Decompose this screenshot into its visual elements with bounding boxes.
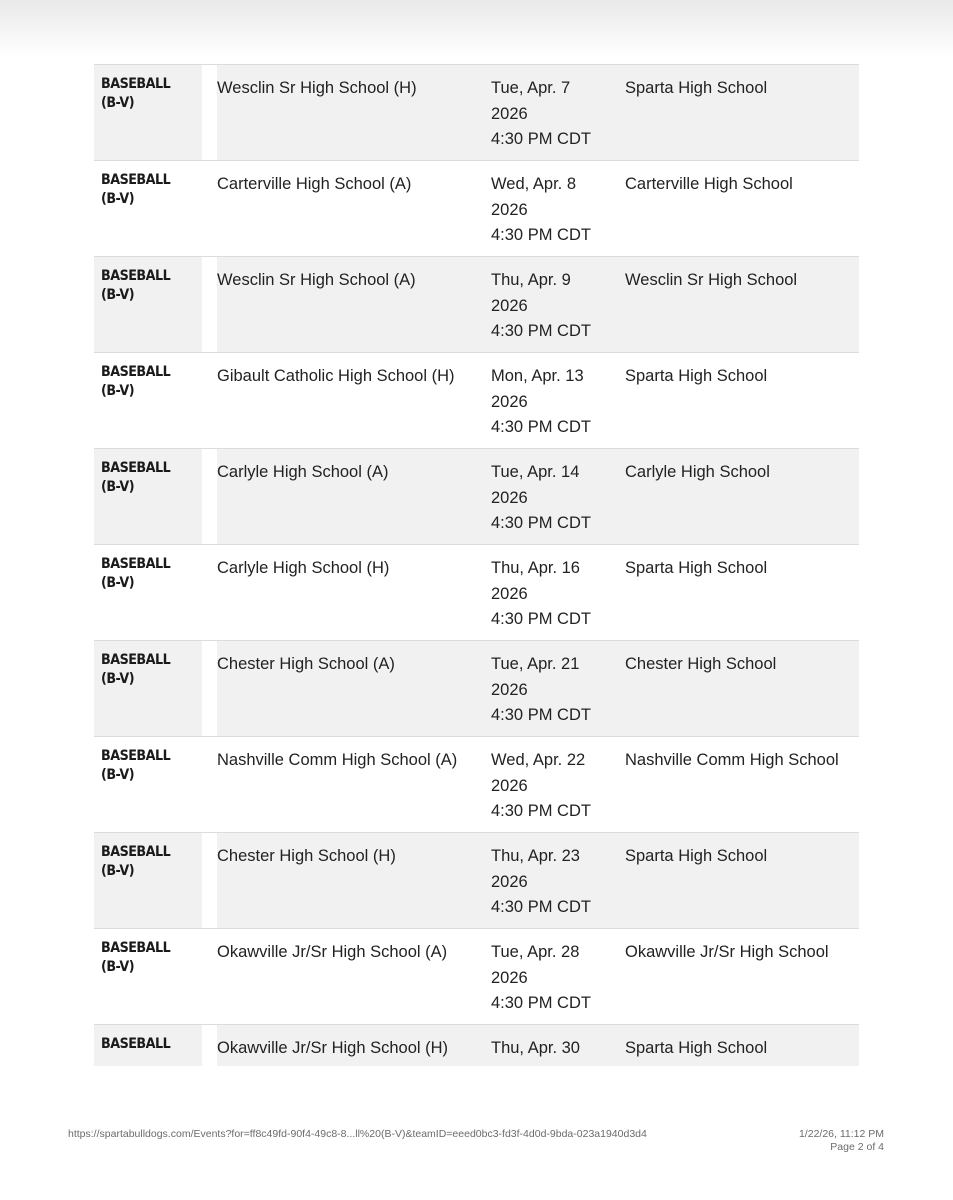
table-row xyxy=(94,929,859,1025)
events-table-body xyxy=(94,65,859,1066)
sport-label: (B-V) xyxy=(101,575,135,591)
event-year: 2026 xyxy=(491,680,528,699)
sport-cell xyxy=(94,449,202,545)
location-cell: Sparta High School xyxy=(625,545,859,641)
sport-label: (B-V) xyxy=(101,95,135,111)
sport-cell xyxy=(94,929,202,1025)
opponent-cell: Okawville Jr/Sr High School (A) xyxy=(217,929,491,1025)
event-year: 2026 xyxy=(491,104,528,123)
date-cell xyxy=(491,161,625,257)
event-day: Tue, Apr. 7 xyxy=(491,79,571,97)
sport-label: BASEBALL xyxy=(101,556,171,572)
event-year: 2026 xyxy=(491,584,528,603)
date-cell xyxy=(491,353,625,449)
table-row xyxy=(94,833,859,929)
location-cell: Sparta High School xyxy=(625,1025,859,1066)
event-time: 4:30 PM CDT xyxy=(491,322,591,340)
event-year: 2026 xyxy=(491,872,528,891)
table-row xyxy=(94,449,859,545)
sport-label: BASEBALL xyxy=(101,364,171,380)
sport-label: BASEBALL xyxy=(101,748,171,764)
event-year: 2026 xyxy=(491,392,528,411)
location-cell: Sparta High School xyxy=(625,353,859,449)
location-cell: Chester High School xyxy=(625,641,859,737)
location-cell: Okawville Jr/Sr High School xyxy=(625,929,859,1025)
table-row xyxy=(94,65,859,161)
date-cell xyxy=(491,641,625,737)
sport-label: BASEBALL xyxy=(101,268,171,284)
sport-label: (B-V) xyxy=(101,959,135,975)
sport-label: (B-V) xyxy=(101,383,135,399)
event-day: Wed, Apr. 22 xyxy=(491,751,586,769)
sport-label: BASEBALL xyxy=(101,76,171,92)
footer-timestamp: 1/22/26, 11:12 PM xyxy=(798,1128,884,1140)
location-cell: Carterville High School xyxy=(625,161,859,257)
event-day: Mon, Apr. 13 xyxy=(491,367,584,385)
sport-label: (B-V) xyxy=(101,863,135,879)
location-cell: Sparta High School xyxy=(625,833,859,929)
sport-label: BASEBALL xyxy=(101,460,171,476)
opponent-cell: Wesclin Sr High School (H) xyxy=(217,65,491,161)
event-time: 4:30 PM CDT xyxy=(491,514,591,532)
sport-label: BASEBALL xyxy=(101,172,171,188)
event-time: 4:30 PM CDT xyxy=(491,898,591,916)
opponent-cell: Chester High School (H) xyxy=(217,833,491,929)
sport-cell xyxy=(94,1025,202,1066)
date-cell xyxy=(491,929,625,1025)
sport-label: BASEBALL xyxy=(101,652,171,668)
sport-cell xyxy=(94,65,202,161)
opponent-cell: Carterville High School (A) xyxy=(217,161,491,257)
event-time: 4:30 PM CDT xyxy=(491,418,591,436)
events-table xyxy=(94,64,859,1066)
event-time: 4:30 PM CDT xyxy=(491,706,591,724)
page-top-shadow xyxy=(0,0,953,58)
event-day: Tue, Apr. 28 xyxy=(491,943,580,961)
date-cell xyxy=(491,833,625,929)
event-year: 2026 xyxy=(491,776,528,795)
sport-label: (B-V) xyxy=(101,479,135,495)
opponent-cell: Okawville Jr/Sr High School (H) xyxy=(217,1025,491,1066)
sport-label: BASEBALL xyxy=(101,1036,171,1052)
sport-cell xyxy=(94,641,202,737)
event-day: Thu, Apr. 23 xyxy=(491,847,580,865)
sport-cell xyxy=(94,833,202,929)
opponent-cell: Wesclin Sr High School (A) xyxy=(217,257,491,353)
opponent-cell: Chester High School (A) xyxy=(217,641,491,737)
sport-cell xyxy=(94,161,202,257)
event-day: Thu, Apr. 9 xyxy=(491,271,571,289)
sport-cell xyxy=(94,737,202,833)
sport-label: (B-V) xyxy=(101,767,135,783)
date-cell xyxy=(491,737,625,833)
opponent-cell: Nashville Comm High School (A) xyxy=(217,737,491,833)
event-day: Tue, Apr. 21 xyxy=(491,655,580,673)
event-day: Wed, Apr. 8 xyxy=(491,175,576,193)
sport-label: BASEBALL xyxy=(101,940,171,956)
sport-label: BASEBALL xyxy=(101,844,171,860)
event-year: 2026 xyxy=(491,968,528,987)
footer-page-number: Page 2 of 4 xyxy=(830,1141,884,1153)
table-row xyxy=(94,161,859,257)
sport-cell xyxy=(94,257,202,353)
table-row xyxy=(94,257,859,353)
event-year: 2026 xyxy=(491,488,528,507)
event-time: 4:30 PM CDT xyxy=(491,994,591,1012)
location-cell: Carlyle High School xyxy=(625,449,859,545)
date-cell xyxy=(491,1025,625,1066)
footer-url: https://spartabulldogs.com/Events?for=ff8c49fd-90f4-49c8-8...ll%20(B-V)&teamID=eeed0bc3-fd3f-4d0d-9bda-023a1940d3d4 xyxy=(68,1128,647,1140)
date-cell xyxy=(491,257,625,353)
sport-label: (B-V) xyxy=(101,671,135,687)
sport-cell xyxy=(94,545,202,641)
table-row xyxy=(94,737,859,833)
location-cell: Sparta High School xyxy=(625,65,859,161)
date-cell xyxy=(491,65,625,161)
event-year: 2026 xyxy=(491,296,528,315)
sport-label: (B-V) xyxy=(101,287,135,303)
sport-label: (B-V) xyxy=(101,191,135,207)
event-day: Tue, Apr. 14 xyxy=(491,463,580,481)
event-time: 4:30 PM CDT xyxy=(491,226,591,244)
event-time: 4:30 PM CDT xyxy=(491,130,591,148)
event-day: Thu, Apr. 16 xyxy=(491,559,580,577)
opponent-cell: Carlyle High School (H) xyxy=(217,545,491,641)
location-cell: Wesclin Sr High School xyxy=(625,257,859,353)
event-time: 4:30 PM CDT xyxy=(491,610,591,628)
event-time: 4:30 PM CDT xyxy=(491,802,591,820)
date-cell xyxy=(491,545,625,641)
footer-meta xyxy=(799,1128,884,1154)
table-row xyxy=(94,545,859,641)
table-row xyxy=(94,641,859,737)
opponent-cell: Gibault Catholic High School (H) xyxy=(217,353,491,449)
event-year: 2026 xyxy=(491,200,528,219)
opponent-cell: Carlyle High School (A) xyxy=(217,449,491,545)
date-cell xyxy=(491,449,625,545)
sport-cell xyxy=(94,353,202,449)
table-row xyxy=(94,353,859,449)
location-cell: Nashville Comm High School xyxy=(625,737,859,833)
event-day: Thu, Apr. 30 xyxy=(491,1039,580,1057)
table-row xyxy=(94,1025,859,1066)
